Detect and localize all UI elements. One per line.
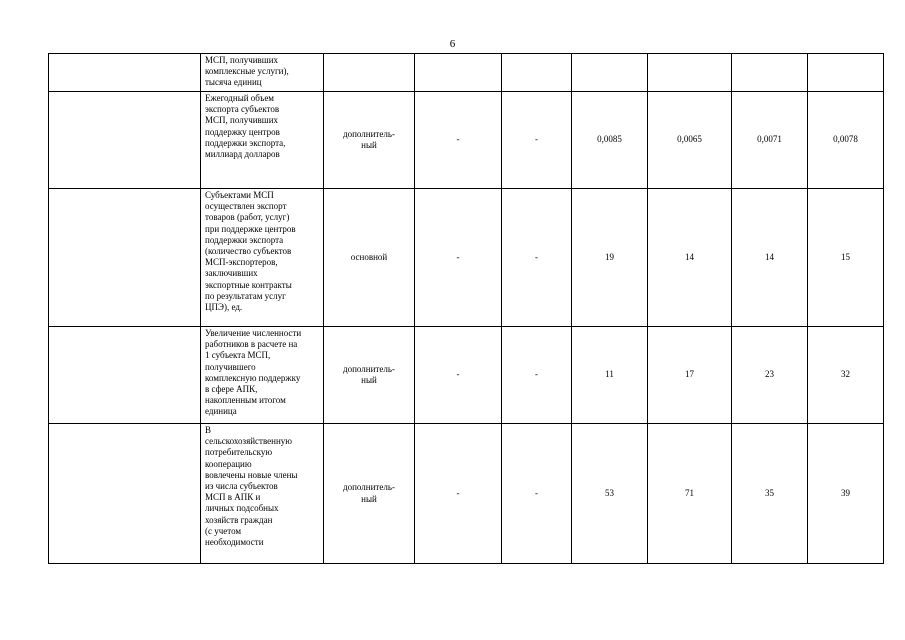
indicator-type-cell [324,189,415,327]
indicator-line: В [205,425,212,435]
indicator-line: вовлечены новые члены [205,469,298,480]
indicator-line: необходимости [205,537,264,548]
indicator-type-line: дополнитель- [343,482,395,493]
indicator-line: (с учетом [205,525,242,536]
indicator-cell [201,327,324,424]
indicator-cell [201,54,324,92]
indicator-line: Увеличение численности [205,328,302,338]
table-row [49,189,884,327]
value-cell [502,54,572,92]
indicator-cell [201,189,324,327]
indicator-type-cell [324,54,415,92]
indicator-line: в сфере АПК, [205,384,258,395]
indicator-type-line: дополнитель- [343,128,395,139]
table-row [49,54,884,92]
value-cell: 19 [572,189,648,327]
table-row [49,92,884,189]
indicator-line: единица [205,406,237,417]
indicator-line: ЦПЭ), ед. [205,302,243,313]
indicator-line: поддержки экспорта, [205,137,286,148]
value-cell: - [415,424,502,564]
value-cell: 0,0071 [732,92,808,189]
empty-cell [49,54,201,92]
value-cell: 71 [648,424,732,564]
indicator-cell [201,424,324,564]
value-cell: 0,0065 [648,92,732,189]
indicator-line: Субъектами МСП [205,190,274,200]
indicator-line: при поддержке центров [205,223,296,234]
value-cell: - [415,92,502,189]
indicator-line: личных подсобных [205,503,279,514]
indicator-line: экспортные контракты [205,279,292,290]
value-cell [808,54,884,92]
value-cell: 23 [732,327,808,424]
value-cell: 15 [808,189,884,327]
empty-cell [49,92,201,189]
value-cell: 35 [732,424,808,564]
value-cell: - [502,327,572,424]
indicator-line: экспорта субъектов [205,104,280,115]
table-row [49,424,884,564]
table-body [49,54,884,564]
indicator-line: комплексные услуги), [205,66,289,77]
value-cell: - [415,189,502,327]
value-cell: 53 [572,424,648,564]
indicator-type-cell [324,424,415,564]
indicator-type-line: ный [361,493,377,504]
value-cell: 39 [808,424,884,564]
value-cell: - [502,189,572,327]
indicator-line: кооперацию [205,458,252,469]
page-number: 6 [449,38,456,50]
indicator-line: МСП в АПК и [205,492,261,503]
indicator-line: комплексную поддержку [205,372,301,383]
value-cell: 14 [648,189,732,327]
indicator-type-cell [324,92,415,189]
indicator-line: по результатам услуг [205,290,286,301]
indicator-type-line: ный [361,375,377,385]
indicator-line: из числа субъектов [205,481,278,492]
indicator-line: сельскохозяйственную [205,436,293,447]
indicator-type-line: основной [350,251,388,262]
empty-cell [49,327,201,424]
value-cell: - [502,424,572,564]
value-cell: 32 [808,327,884,424]
value-cell [648,54,732,92]
indicator-line: поддержку центров [205,126,280,137]
value-cell: 14 [732,189,808,327]
indicator-cell [201,92,324,189]
indicator-line: осуществлен экспорт [205,201,287,212]
table-row [49,327,884,424]
indicator-type-cell [324,327,415,424]
indicator-line: тысяча единиц [205,77,262,88]
value-cell: 0,0085 [572,92,648,189]
indicator-line: МСП, получивших [205,55,279,65]
value-cell: - [502,92,572,189]
empty-cell [49,424,201,564]
indicator-line: поддержки экспорта [205,234,284,245]
indicator-line: накопленным итогом [205,395,286,406]
value-cell: 11 [572,327,648,424]
indicator-line: хозяйств граждан [205,514,273,525]
indicator-line: Ежегодный объем [205,93,275,103]
indicators-table [48,53,884,564]
indicator-line: МСП, получивших [205,115,279,126]
indicator-type-line: дополнитель- [343,363,395,374]
value-cell [572,54,648,92]
indicator-line: потребительскую [205,447,273,458]
indicator-line: МСП-экспортеров, [205,257,278,268]
indicator-line: товаров (работ, услуг) [205,212,290,223]
indicator-line: работников в расчете на [205,339,298,350]
indicator-line: заключивших [205,268,258,279]
value-cell: 17 [648,327,732,424]
indicator-line: получившего [205,361,256,372]
value-cell [732,54,808,92]
indicator-line: миллиард долларов [205,149,280,160]
value-cell: - [415,327,502,424]
empty-cell [49,189,201,327]
indicator-line: 1 субъекта МСП, [205,350,271,361]
value-cell: 0,0078 [808,92,884,189]
value-cell [415,54,502,92]
indicator-line: (количество субъектов [205,246,292,257]
indicator-type-line: ный [361,140,377,150]
